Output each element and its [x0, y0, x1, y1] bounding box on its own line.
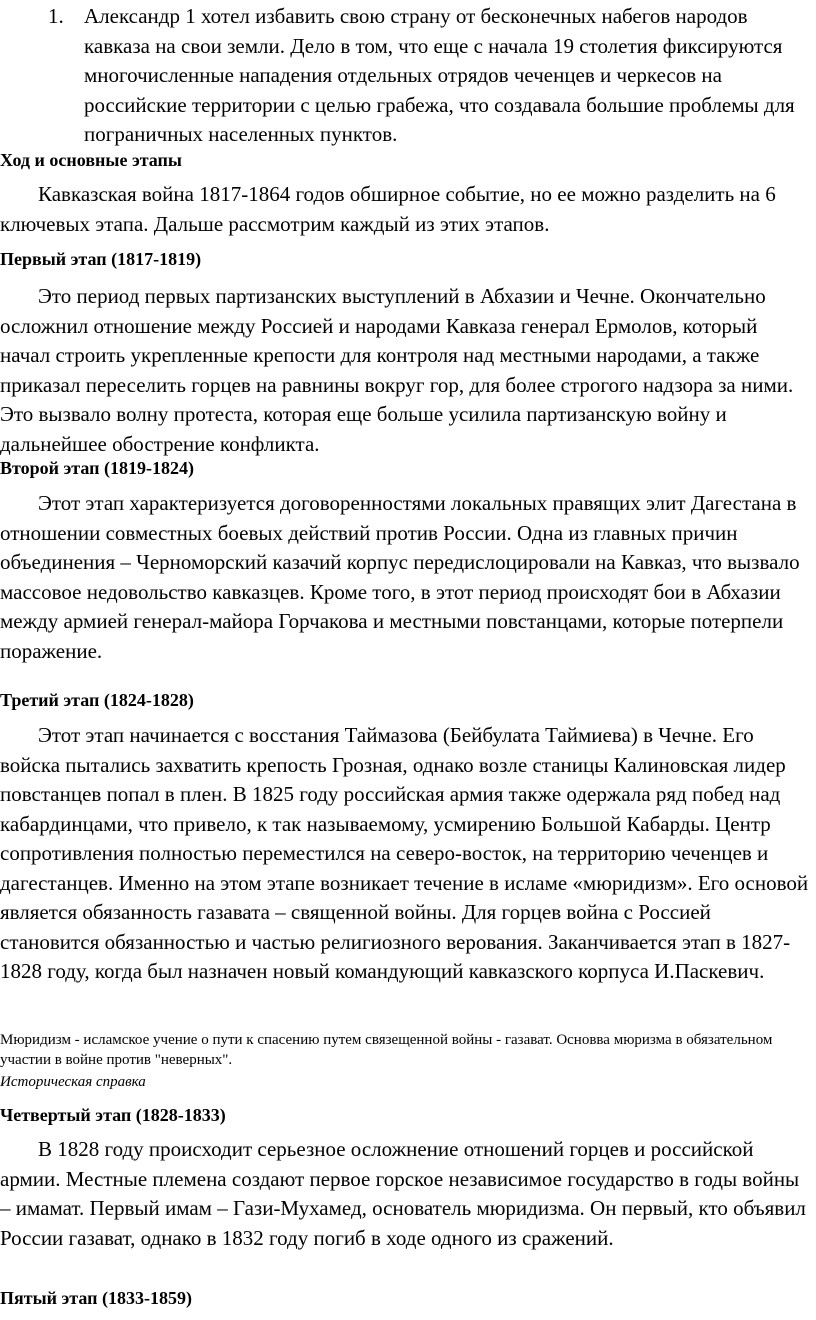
stage4-paragraph: В 1828 году происходит серьезное осложнение отношений горцев и российской армии. Местные племена создают первое горское независимое государство в годы войны – имамат. Первый имам – Гази-Мухамед, основатель мюридизма. Он первый, кто объявил России газават, однако в 1832 году погиб в ходе одного из сражений.: [0, 1137, 806, 1250]
list-item-text: Александр 1 хотел избавить свою страну от бесконечных набегов народов кавказа на свои земли. Дело в том, что еще с начала 19 столетия фиксируются многочисленные нападения отдельных отрядов чеченцев и черкесов на российские территории с целью грабежа, что создавала большие проблемы для пограничных населенных пунктов.: [84, 4, 795, 146]
stage3-paragraph: Этот этап начинается с восстания Таймазова (Бейбулата Таймиева) в Чечне. Его войска пытались захватить крепость Грозная, однако возле станицы Калиновская лидер повстанцев попал в плен. В 1825 году российская армия также одержала ряд побед над кабардинцами, что привело, к так называемому, усмирению Большой Кабарды. Центр сопротивления полностью переместился на северо-восток, на территорию чеченцев и дагестанцев. Именно на этом этапе возникает течение в исламе «мюридизм». Его основой является обязанность газавата – священной войны. Для горцев война с Россией становится обязанностью и частью религиозного верования. Заканчивается этап в 1827-1828 году, когда был назначен новый командующий кавказского корпуса И.Паскевич.: [0, 723, 809, 983]
stage1-heading: Первый этап (1817-1819): [0, 249, 202, 269]
stage4-heading: Четвертый этап (1828-1833): [0, 1105, 226, 1125]
stage2-paragraph: Этот этап характеризуется договоренностями локальных правящих элит Дагестана в отношении совместных боевых действий против России. Одна из главных причин объединения – Черноморский казачий корпус передислоцировали на Кавказ, что вызвало массовое недовольство кавказцев. Кроме того, в этот период происходят бои в Абхазии между армией генерал-майора Горчакова и местными повстанцами, которые потерпели поражение.: [0, 491, 800, 663]
stage3-heading: Третий этап (1824-1828): [0, 690, 194, 710]
intro-paragraph: Кавказская война 1817-1864 годов обширное событие, но ее можно разделить на 6 ключевых этапа. Дальше рассмотрим каждый из этих этапов.: [0, 182, 776, 236]
historical-note-source: Историческая справка: [0, 1074, 146, 1090]
list-number: 1.: [48, 4, 64, 28]
stage1-paragraph: Это период первых партизанских выступлений в Абхазии и Чечне. Окончательно осложнил отношение между Россией и народами Кавказа генерал Ермолов, который начал строить укрепленные крепости для контроля над местными народами, а также приказал переселить горцев на равнины вокруг гор, для более строгого надзора за ними. Это вызвало волну протеста, которая еще больше усилила партизанскую войну и дальнейшее обострение конфликта.: [0, 284, 794, 456]
stage5-heading: Пятый этап (1833-1859): [0, 1288, 192, 1308]
stage2-heading: Второй этап (1819-1824): [0, 458, 194, 478]
historical-note: Мюридизм - исламское учение о пути к спасению путем связещенной войны - газават. Основва мюризма в обязательном участии в войне против "неверных".: [0, 1032, 773, 1068]
numbered-list-item: [48, 2, 808, 150]
section-heading-main: Ход и основные этапы: [0, 150, 182, 170]
